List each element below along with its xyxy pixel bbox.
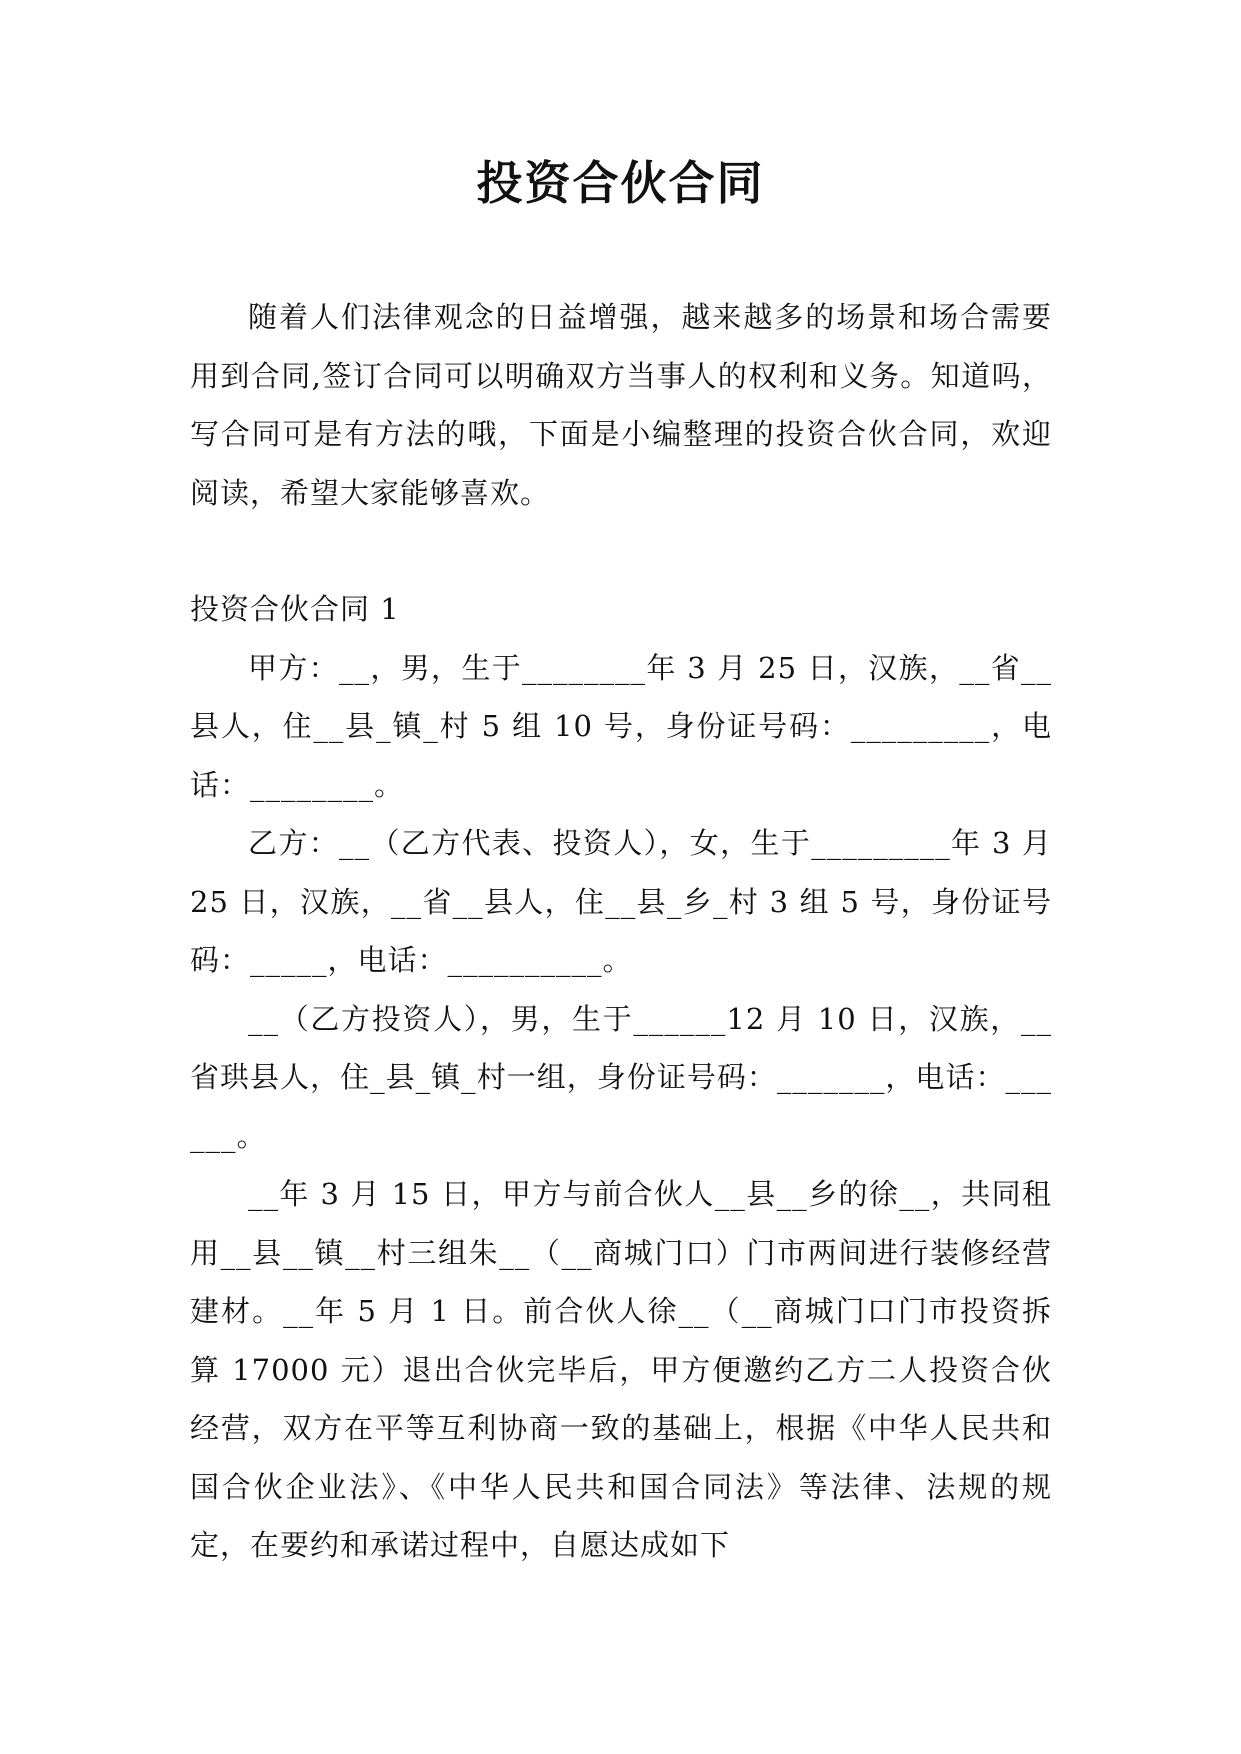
- document-title: 投资合伙合同: [476, 156, 765, 210]
- background-paragraph: __年 3 月 15 日，甲方与前合伙人__县__乡的徐__，共同租用__县__镇__村三组朱__（__商城门口）门市两间进行装修经营建材。__年 5 月 1 日。前合伙人徐__（__商城门口门市投资拆算 17000 元）退出合伙完毕后，甲方便邀约乙方二人投资合伙经营，双方在平等互利协商一致的基础上，根据《中华人民共和国合伙企业法》、《中华人民共和国合同法》等法律、法规的规定，在要约和承诺过程中，自愿达成如下: [190, 1177, 1052, 1562]
- party-a-paragraph: 甲方：__，男，生于________年 3 月 25 日，汉族，__省__县人，住__县_镇_村 5 组 10 号，身份证号码：_________，电话：________。: [190, 650, 1052, 802]
- document-body: [190, 288, 1052, 1575]
- party-b-paragraph: 乙方：__（乙方代表、投资人），女，生于_________年 3 月 25 日，汉族，__省__县人，住__县_乡_村 3 组 5 号，身份证号码：_____，电话：__________。: [190, 826, 1052, 977]
- party-b-investor-paragraph: __（乙方投资人），男，生于______12 月 10 日，汉族，__省珙县人，住_县_镇_村一组，身份证号码：_______，电话：______。: [190, 1001, 1052, 1153]
- intro-paragraph: 随着人们法律观念的日益增强，越来越多的场景和场合需要用到合同,签订合同可以明确双方当事人的权利和义务。知道吗，写合同可是有方法的哦，下面是小编整理的投资合伙合同，欢迎阅读，希望大家能够喜欢。: [190, 300, 1052, 510]
- section-heading: 投资合伙合同 1: [190, 592, 400, 626]
